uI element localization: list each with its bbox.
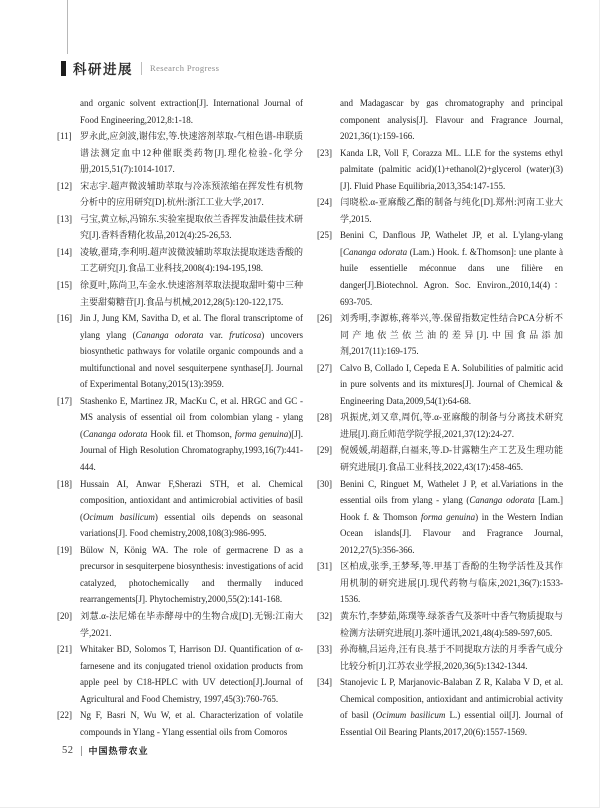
- reference-number: [24]: [317, 197, 332, 208]
- reference-entry: [317, 360, 563, 410]
- reference-text: 凌敏,翟琦,李利明.超声波微波辅助萃取法提取迷迭香酸的工艺研究[J].食品工业科技,2008(4):194-195,198.: [80, 246, 303, 274]
- reference-entry: [317, 95, 563, 145]
- reference-number: [16]: [57, 313, 72, 324]
- reference-text: 孙海楠,吕运舟,汪有良.基于不同提取方法的月季香气成分比较分析[J].江苏农业学报,2020,36(5):1342-1344.: [340, 644, 563, 671]
- reference-entry: [317, 310, 563, 360]
- reference-number: [19]: [57, 544, 72, 555]
- reference-entry: [57, 244, 303, 277]
- reference-entry: [57, 707, 303, 740]
- reference-number: [12]: [57, 180, 72, 191]
- section-title-cn: 科研进展: [73, 62, 133, 77]
- reference-text: 弓宝,黄立标,冯锦东.实验室提取依兰香挥发油最佳技术研究[J].香料香精化妆品,2012(4):25-26,53.: [80, 213, 303, 241]
- reference-text: Benini C, Danflous JP, Wathelet JP, et al. L'ylang-ylang [Cananga odorata (Lam.) Hook. f. &Thomson]: une plante à huile essentielle méconnue dans une filière en danger[J].Biotechnol. Agron. Soc. Environ.,2010,14(4)：693-705.: [340, 230, 563, 307]
- reference-number: [13]: [57, 213, 72, 224]
- reference-number: [25]: [317, 230, 332, 241]
- journal-name: 中国热带农业: [88, 746, 149, 756]
- reference-number: [33]: [317, 644, 332, 655]
- reference-text: 区柏成,张季,王梦琴,等.甲基丁香酚的生物学活性及其作用机制的研究进展[J].现代药物与临床,2021,36(7):1533-1536.: [340, 561, 563, 605]
- reference-number: [26]: [317, 313, 332, 324]
- reference-text: and Madagascar by gas chromatography and principal component analysis[J]. Flavour and Fragrance Journal, 2021,36(1):159-166.: [340, 98, 563, 142]
- page-header: [61, 59, 219, 77]
- reference-number: [21]: [57, 644, 72, 655]
- reference-entry: [317, 227, 563, 310]
- reference-entry: [57, 476, 303, 542]
- reference-number: [18]: [57, 478, 72, 489]
- reference-text: Bülow N, König WA. The role of germacrene D as a precursor in sesquiterpene biosynthesis: investigations of acid catalyzed, photochemically and thermally induced rearrangements[J]. Phytochemistry,2000,55(2):141-168.: [80, 544, 303, 605]
- reference-entry: [57, 178, 303, 211]
- reference-entry: [57, 277, 303, 310]
- reference-text: Stashenko E, Martinez JR, MacKu C, et al. HRGC and GC - MS analysis of essential oil from colombian ylang - ylang (Cananga odorata Hook fil. et Thomson, forma genuina)[J]. Journal of High Resolution Chromatography,1993,16(7):441-444.: [80, 395, 303, 473]
- reference-text: Ng F, Basri N, Wu W, et al. Characterization of volatile compounds in Ylang - Ylang essential oils from Comoros: [80, 710, 303, 737]
- reference-text: Hussain AI, Anwar F,Sherazi STH, et al. Chemical composition, antioxidant and antimicrobial activities of basil (Ocimum basilicum) essential oils depends on seasonal variations[J]. Food chemistry,2008,108(3):986-995.: [80, 478, 303, 539]
- reference-entry: [317, 194, 563, 227]
- reference-entry: [317, 442, 563, 475]
- reference-entry: [57, 393, 303, 476]
- reference-text: 徐夏叶,陈尚卫,车金水.快速溶剂萃取法提取甜叶菊中三种主要甜菊糖苷[J].食品与机械,2012,28(5):120-122,175.: [80, 280, 303, 307]
- reference-number: [29]: [317, 445, 332, 456]
- references-right-column: [317, 95, 563, 740]
- reference-number: [32]: [317, 610, 332, 621]
- reference-text: 宋志宇.超声微波辅助萃取与冷冻预浓缩在挥发性有机物分析中的应用研究[D].杭州:浙江工业大学,2017.: [80, 180, 303, 208]
- reference-entry: [57, 542, 303, 608]
- reference-entry: [317, 608, 563, 641]
- reference-entry: [57, 608, 303, 641]
- reference-number: [11]: [57, 131, 72, 142]
- reference-number: [17]: [57, 395, 72, 406]
- reference-entry: [57, 95, 303, 128]
- reference-text: Benini C, Ringuet M, Wathelet J P, et al.Variations in the essential oils from ylang - ylang (Cananga odorata [Lam.] Hook f. & Thomson forma genuina) in the Western Indian Ocean islands[J]. Flavour and Fragrance Journal, 2012,27(5):356-366.: [340, 478, 563, 555]
- reference-text: and organic solvent extraction[J]. International Journal of Food Engineering,2012,8:1-18.: [80, 98, 303, 125]
- header-divider: [141, 62, 142, 75]
- reference-text: Whitaker BD, Solomos T, Harrison DJ. Quantification of α-farnesene and its conjugated trienol oxidation products from apple peel by C18-HPLC with UV detection[J].Journal of Agricultural and Food Chemistry, 1997,45(3):760-765.: [80, 644, 303, 704]
- reference-number: [30]: [317, 478, 332, 489]
- top-rule-line: [67, 0, 68, 54]
- footer-divider: [81, 746, 82, 756]
- reference-number: [20]: [57, 610, 72, 621]
- reference-number: [27]: [317, 362, 332, 373]
- reference-text: 罗永此,应剑波,谢伟宏,等.快速溶剂萃取-气相色谱-串联质谱法测定血中12种催眠类药物[J].理化检验-化学分册,2015,51(7):1014-1017.: [80, 131, 303, 175]
- reference-entry: [57, 211, 303, 244]
- reference-text: Jin J, Jung KM, Savitha D, et al. The floral transcriptome of ylang ylang (Cananga odorata var. fruticosa) uncovers biosynthetic pathways for volatile organic compounds and a multifunctional and novel sesquiterpene synthase[J]. Journal of Experimental Botany,2015(13):3959.: [80, 313, 303, 390]
- reference-text: Kanda LR, Voll F, Corazza ML. LLE for the systems ethyl palmitate (palmitic acid)(1)+ethanol(2)+glycerol (water)(3)[J]. Fluid Phase Equilibria,2013,354:147-155.: [340, 147, 563, 191]
- page-number: 52: [62, 745, 74, 756]
- reference-text: 闫晓松.α-亚麻酸乙酯的制备与纯化[D].郑州:河南工业大学,2015.: [340, 197, 563, 224]
- reference-text: 刘慧.α-法尼烯在毕赤酵母中的生物合成[D].无锡:江南大学,2021.: [80, 610, 303, 638]
- reference-entry: [317, 409, 563, 442]
- reference-text: 巩振虎,刘又章,周伔,等.α-亚麻酸的制备与分离技术研究进展[J].商丘师范学院学报,2021,37(12):24-27.: [340, 412, 563, 439]
- reference-text: Stanojevic L P, Marjanovic-Balaban Z R, Kalaba V D, et al. Chemical composition, antioxidant and antimicrobial activity of basil (Ocimum basilicum L.) essential oil[J]. Journal of Essential Oil Bearing Plants,2017,20(6):1557-1569.: [340, 677, 563, 737]
- reference-entry: [317, 476, 563, 559]
- references-content: [57, 95, 563, 740]
- reference-entry: [57, 128, 303, 178]
- page-footer: [62, 744, 149, 757]
- reference-text: Calvo B, Collado I, Cepeda E A. Solubilities of palmitic acid in pure solvents and its mixtures[J]. Journal of Chemical & Engineering Data,2009,54(1):64-68.: [340, 362, 563, 406]
- reference-entry: [317, 674, 563, 740]
- reference-number: [28]: [317, 412, 332, 423]
- reference-entry: [317, 145, 563, 195]
- reference-number: [14]: [57, 246, 72, 257]
- section-title-en: Research Progress: [150, 63, 220, 73]
- reference-entry: [317, 641, 563, 674]
- reference-number: [23]: [317, 147, 332, 158]
- reference-entry: [317, 558, 563, 608]
- reference-entry: [57, 310, 303, 393]
- reference-entry: [57, 641, 303, 707]
- reference-text: 黄东竹,李梦茹,陈璞等.绿茶香气及茶叶中香气物质提取与检测方法研究进展[J].茶叶通讯,2021,48(4):589-597,605.: [340, 610, 563, 638]
- reference-text: 刘秀明,李源栋,蒋举兴,等.保留指数定性结合PCA分析不同产地依兰依兰油的差异[J].中国食品添加剂,2017(11):169-175.: [340, 313, 563, 357]
- references-left-column: [57, 95, 303, 740]
- reference-text: 倪媛媛,胡超群,白福来,等.D-甘露糖生产工艺及生理功能研究进展[J].食品工业科技,2022,43(17):458-465.: [340, 445, 563, 473]
- header-accent-bar: [61, 61, 66, 76]
- reference-number: [22]: [57, 710, 72, 721]
- reference-number: [31]: [317, 561, 332, 572]
- reference-number: [15]: [57, 280, 72, 291]
- reference-number: [34]: [317, 677, 332, 688]
